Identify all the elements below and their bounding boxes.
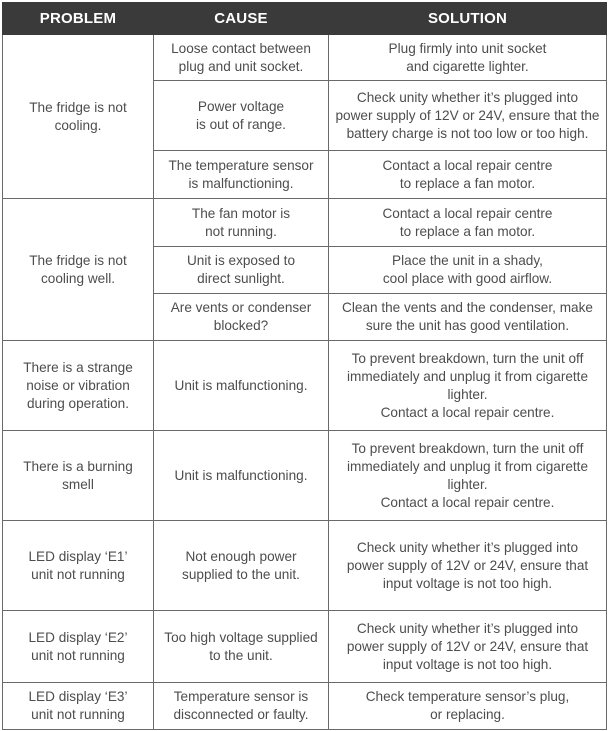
cell-line: Contact a local repair centre [382, 205, 553, 221]
cell-line: To prevent breakdown, turn the unit off [351, 350, 584, 366]
table-row [3, 431, 607, 521]
solution-cell [329, 35, 607, 81]
cell-line: Power voltage [197, 98, 285, 114]
cell-line: There is a burning [23, 458, 133, 474]
cause-cell [154, 683, 329, 730]
cell-line: The fan motor is [191, 205, 291, 221]
cell-line: To prevent breakdown, turn the unit off [351, 440, 584, 456]
solution-cell [329, 611, 607, 683]
cell-line: plug and unit socket. [178, 58, 304, 74]
cell-line: to the unit. [209, 647, 273, 663]
cell-line: cool place with good airflow. [382, 271, 553, 286]
solution-cell [329, 151, 607, 199]
cell-line: LED display ‘E1’ [28, 548, 128, 564]
solution-cell [329, 521, 607, 611]
cell-line: Contact a local repair centre. [380, 404, 555, 420]
problem-cell [3, 341, 154, 431]
cell-line: Unit is exposed to [186, 253, 296, 268]
cause-cell [154, 81, 329, 151]
solution-cell [329, 247, 607, 294]
cell-line: Temperature sensor is [173, 689, 309, 704]
cell-line: Unit is malfunctioning. [174, 467, 308, 483]
cell-line: Unit is malfunctioning. [174, 377, 308, 393]
problem-cell [3, 611, 154, 683]
solution-cell [329, 199, 607, 247]
troubleshooting-table [2, 2, 607, 730]
solution-cell [329, 81, 607, 151]
problem-cell [3, 199, 154, 341]
cell-line: input voltage is not too high. [382, 575, 553, 591]
header-cause: CAUSE [154, 3, 329, 35]
cell-line: to replace a fan motor. [399, 175, 536, 191]
cell-line: smell [62, 476, 94, 492]
cell-line: Contact a local repair centre [382, 157, 553, 173]
cell-line: or replacing. [430, 707, 505, 722]
cell-line: noise or vibration [26, 377, 130, 393]
header-problem: PROBLEM [3, 3, 154, 35]
cell-line: immediately and unplug it from cigarette [346, 368, 589, 384]
cell-line: is out of range. [196, 116, 286, 132]
table-row [3, 611, 607, 683]
cell-line: unit not running [31, 566, 125, 582]
cell-line: direct sunlight. [197, 271, 285, 286]
cell-line: Check unity whether it’s plugged into [356, 539, 579, 555]
cell-line: lighter. [447, 386, 488, 402]
header-row [3, 3, 607, 35]
header-solution: SOLUTION [329, 3, 607, 35]
cause-cell [154, 431, 329, 521]
cell-line: The fridge is not [29, 252, 127, 268]
solution-cell [329, 341, 607, 431]
cell-line: There is a strange [23, 359, 133, 375]
cell-line: unit not running [31, 707, 125, 722]
cell-line: during operation. [26, 395, 130, 411]
cell-line: Contact a local repair centre. [380, 494, 555, 510]
cause-cell [154, 151, 329, 199]
cause-cell [154, 611, 329, 683]
cause-cell [154, 35, 329, 81]
table-row [3, 683, 607, 730]
cell-line: Plug firmly into unit socket [388, 40, 547, 56]
table-row [3, 35, 607, 81]
cell-line: Check unity whether it’s plugged into [356, 620, 579, 636]
cell-line: power supply of 12V or 24V, ensure that [346, 557, 589, 573]
cause-cell [154, 521, 329, 611]
cell-line: The fridge is not [29, 99, 127, 115]
cell-line: Are vents or condenser [170, 300, 312, 315]
cause-cell [154, 247, 329, 294]
cell-line: battery charge is not too low or too high. [346, 125, 589, 141]
problem-cell [3, 431, 154, 521]
cell-line: Too high voltage supplied [164, 629, 318, 645]
cell-line: not running. [205, 223, 277, 239]
cell-line: blocked? [213, 318, 269, 333]
cell-line: immediately and unplug it from cigarette [346, 458, 589, 474]
cell-line: lighter. [447, 476, 488, 492]
table-row [3, 199, 607, 247]
cell-line: and cigarette lighter. [406, 58, 529, 74]
table-row [3, 341, 607, 431]
cell-line: power supply of 12V or 24V, ensure that the [335, 107, 600, 123]
cause-cell [154, 294, 329, 341]
cell-line: LED display ‘E2’ [28, 629, 128, 645]
cell-line: Check unity whether it’s plugged into [356, 89, 579, 105]
table-row [3, 521, 607, 611]
cell-line: cooling well. [40, 270, 116, 286]
cell-line: Clean the vents and the condenser, make [342, 300, 593, 315]
solution-cell [329, 431, 607, 521]
problem-cell [3, 521, 154, 611]
cell-line: unit not running [31, 647, 125, 663]
cell-line: Place the unit in a shady, [392, 253, 543, 268]
cell-line: Check temperature sensor’s plug, [365, 689, 570, 704]
cell-line: Not enough power [185, 548, 297, 564]
cell-line: LED display ‘E3’ [28, 689, 128, 704]
cell-line: disconnected or faulty. [173, 707, 309, 722]
table-body [3, 35, 607, 730]
cell-line: cooling. [54, 117, 102, 133]
problem-cell [3, 35, 154, 199]
cause-cell [154, 199, 329, 247]
solution-cell [329, 683, 607, 730]
cell-line: input voltage is not too high. [382, 656, 553, 672]
cell-line: to replace a fan motor. [399, 223, 536, 239]
cell-line: sure the unit has good ventilation. [365, 318, 570, 333]
cell-line: power supply of 12V or 24V, ensure that [346, 638, 589, 654]
cell-line: The temperature sensor [168, 157, 314, 173]
solution-cell [329, 294, 607, 341]
cause-cell [154, 341, 329, 431]
problem-cell [3, 683, 154, 730]
cell-line: Loose contact between [171, 40, 311, 56]
cell-line: is malfunctioning. [188, 175, 294, 191]
cell-line: supplied to the unit. [182, 566, 300, 582]
